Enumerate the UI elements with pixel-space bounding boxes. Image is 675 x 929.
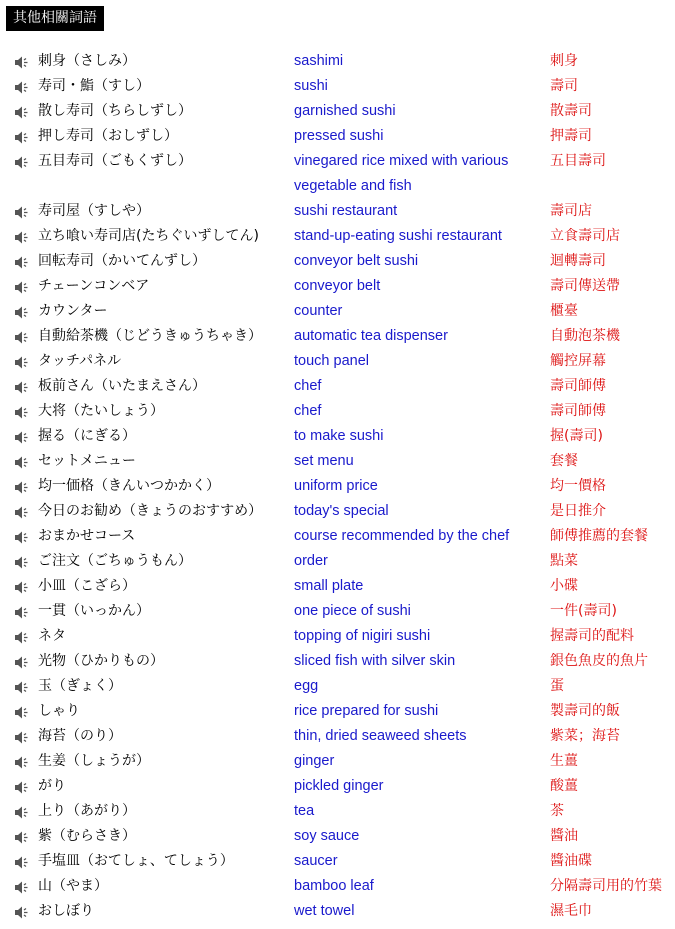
vocabulary-list [0,49,675,924]
japanese-term: 今日のお勧め（きょうのおすすめ） [38,503,263,519]
speaker-icon[interactable] [14,579,30,594]
japanese-term: 海苔（のり） [38,728,122,744]
japanese-term: セットメニュー [38,453,136,469]
japanese-term: 小皿（こざら） [38,578,136,594]
speaker-icon[interactable] [14,904,30,919]
speaker-icon[interactable] [14,879,30,894]
japanese-term: 寿司屋（すしや） [38,203,150,219]
japanese-term: 散し寿司（ちらしずし） [38,103,192,119]
speaker-icon[interactable] [14,479,30,494]
vocab-row [0,474,675,499]
english-translation: egg [294,678,319,694]
speaker-icon[interactable] [14,254,30,269]
chinese-translation: 壽司師傅 [550,378,606,394]
chinese-translation: 分隔壽司用的竹葉 [550,878,662,894]
english-translation: course recommended by the chef [294,528,510,544]
chinese-translation: 酸薑 [550,778,578,794]
chinese-translation: 立食壽司店 [550,228,620,244]
vocab-row [0,374,675,399]
japanese-term: 板前さん（いたまえさん） [38,378,206,394]
vocab-row [0,149,675,199]
chinese-translation: 五目壽司 [550,153,606,169]
speaker-icon[interactable] [14,454,30,469]
english-translation: chef [294,403,322,419]
japanese-term: ネタ [38,628,66,644]
vocab-row [0,99,675,124]
japanese-term: おしぼり [38,903,94,919]
speaker-icon[interactable] [14,329,30,344]
english-translation: wet towel [294,903,355,919]
japanese-term: カウンター [38,303,108,319]
speaker-icon[interactable] [14,429,30,444]
english-translation: today's special [294,503,389,519]
speaker-icon[interactable] [14,729,30,744]
vocab-row [0,249,675,274]
english-translation: chef [294,378,322,394]
chinese-translation: 握壽司的配料 [550,628,634,644]
speaker-icon[interactable] [14,304,30,319]
speaker-icon[interactable] [14,54,30,69]
japanese-term: 刺身（さしみ） [38,53,136,69]
japanese-term: 均一価格（きんいつかかく） [38,478,220,494]
speaker-icon[interactable] [14,129,30,144]
japanese-term: タッチパネル [38,353,122,369]
vocab-row [0,674,675,699]
vocab-row [0,774,675,799]
japanese-term: 生姜（しょうが） [38,753,150,769]
chinese-translation: 櫃臺 [550,303,578,319]
chinese-translation: 製壽司的飯 [550,703,620,719]
english-translation: sushi restaurant [294,203,398,219]
english-translation: pickled ginger [294,778,384,794]
japanese-term: 山（やま） [38,878,108,894]
english-translation: automatic tea dispenser [294,328,448,344]
speaker-icon[interactable] [14,229,30,244]
chinese-translation: 小碟 [550,578,578,594]
speaker-icon[interactable] [14,854,30,869]
speaker-icon[interactable] [14,779,30,794]
vocab-row [0,574,675,599]
english-translation: bamboo leaf [294,878,374,894]
japanese-term: 回転寿司（かいてんずし） [38,253,206,269]
vocab-row [0,224,675,249]
chinese-translation: 紫菜；海苔 [550,728,620,744]
japanese-term: ご注文（ごちゅうもん） [38,553,192,569]
japanese-term: 上り（あがり） [38,803,136,819]
chinese-translation: 銀色魚皮的魚片 [550,653,648,669]
speaker-icon[interactable] [14,804,30,819]
japanese-term: がり [38,778,66,794]
english-translation: one piece of sushi [294,603,411,619]
speaker-icon[interactable] [14,754,30,769]
speaker-icon[interactable] [14,529,30,544]
chinese-translation: 茶 [550,803,564,819]
english-translation: thin, dried seaweed sheets [294,728,467,744]
japanese-term: チェーンコンベア [38,278,150,294]
vocab-row [0,199,675,224]
japanese-term: 押し寿司（おしずし） [38,128,178,144]
english-translation: rice prepared for sushi [294,703,439,719]
chinese-translation: 均一價格 [550,478,606,494]
english-translation: touch panel [294,353,369,369]
vocab-row [0,274,675,299]
section-title: 其他相關詞語 [6,6,104,31]
english-translation: pressed sushi [294,128,384,144]
chinese-translation: 壽司 [550,78,578,94]
vocab-row [0,424,675,449]
english-translation: tea [294,803,315,819]
chinese-translation: 醬油 [550,828,578,844]
vocab-row [0,399,675,424]
chinese-translation: 蛋 [550,678,564,694]
japanese-term: しゃり [38,703,80,719]
english-translation: stand-up-eating sushi restaurant [294,228,502,244]
english-translation: order [294,553,328,569]
vocab-row [0,699,675,724]
speaker-icon[interactable] [14,154,30,169]
vocab-row [0,299,675,324]
vocab-row [0,49,675,74]
vocab-row [0,124,675,149]
japanese-term: 立ち喰い寿司店(たちぐいずしてん) [38,228,259,244]
chinese-translation: 迴轉壽司 [550,253,606,269]
speaker-icon[interactable] [14,829,30,844]
chinese-translation: 觸控屏幕 [550,353,606,369]
japanese-term: 自動給茶機（じどうきゅうちゃき） [38,328,262,344]
speaker-icon[interactable] [14,629,30,644]
japanese-term: 握る（にぎる） [38,428,136,444]
english-translation: uniform price [294,478,378,494]
japanese-term: 寿司・鮨（すし） [38,78,150,94]
japanese-term: 一貫（いっかん） [38,603,150,619]
vocab-row [0,899,675,924]
chinese-translation: 師傅推薦的套餐 [550,528,648,544]
english-translation: topping of nigiri sushi [294,628,431,644]
speaker-icon[interactable] [14,104,30,119]
speaker-icon[interactable] [14,379,30,394]
speaker-icon[interactable] [14,354,30,369]
english-translation: sashimi [294,53,344,69]
speaker-icon[interactable] [14,79,30,94]
speaker-icon[interactable] [14,654,30,669]
chinese-translation: 點菜 [550,553,578,569]
japanese-term: 五目寿司（ごもくずし） [38,153,192,169]
english-translation: saucer [294,853,338,869]
english-translation: sliced fish with silver skin [294,653,456,669]
english-translation: set menu [294,453,354,469]
vocab-row [0,624,675,649]
chinese-translation: 生薑 [550,753,578,769]
vocab-row [0,449,675,474]
vocab-row [0,824,675,849]
vocab-row [0,874,675,899]
english-translation: ginger [294,753,335,769]
chinese-translation: 濕毛巾 [550,903,592,919]
chinese-translation: 是日推介 [550,503,606,519]
speaker-icon[interactable] [14,279,30,294]
vocab-row [0,324,675,349]
chinese-translation: 套餐 [550,453,578,469]
chinese-translation: 醬油碟 [550,853,592,869]
english-translation: garnished sushi [294,103,396,119]
vocab-row [0,599,675,624]
chinese-translation: 握(壽司) [550,428,603,444]
vocab-row [0,549,675,574]
vocab-row [0,799,675,824]
vocab-row [0,749,675,774]
speaker-icon[interactable] [14,504,30,519]
chinese-translation: 押壽司 [550,128,592,144]
chinese-translation: 一件(壽司) [550,603,617,619]
speaker-icon[interactable] [14,204,30,219]
speaker-icon[interactable] [14,679,30,694]
vocab-row [0,74,675,99]
chinese-translation: 刺身 [550,53,578,69]
chinese-translation: 壽司傳送帶 [550,278,620,294]
speaker-icon[interactable] [14,604,30,619]
english-translation: conveyor belt sushi [294,253,419,269]
english-translation: to make sushi [294,428,384,444]
japanese-term: 大将（たいしょう） [38,403,164,419]
english-translation: soy sauce [294,828,360,844]
chinese-translation: 壽司師傅 [550,403,606,419]
english-translation: conveyor belt [294,278,381,294]
vocab-row [0,649,675,674]
speaker-icon[interactable] [14,554,30,569]
english-translation: counter [294,303,343,319]
speaker-icon[interactable] [14,704,30,719]
vocab-row [0,849,675,874]
chinese-translation: 散壽司 [550,103,592,119]
japanese-term: 手塩皿（おてしょ、てしょう） [38,853,234,869]
japanese-term: 玉（ぎょく） [38,678,122,694]
japanese-term: 光物（ひかりもの） [38,653,164,669]
vocab-row [0,349,675,374]
japanese-term: おまかせコース [38,528,136,544]
english-translation: small plate [294,578,364,594]
vocab-row [0,724,675,749]
chinese-translation: 自動泡茶機 [550,328,620,344]
speaker-icon[interactable] [14,404,30,419]
english-translation: sushi [294,78,328,94]
english-translation: vinegared rice mixed with various vegetable and fish [294,153,509,194]
vocab-row [0,524,675,549]
japanese-term: 紫（むらさき） [38,828,136,844]
chinese-translation: 壽司店 [550,203,592,219]
vocab-row [0,499,675,524]
